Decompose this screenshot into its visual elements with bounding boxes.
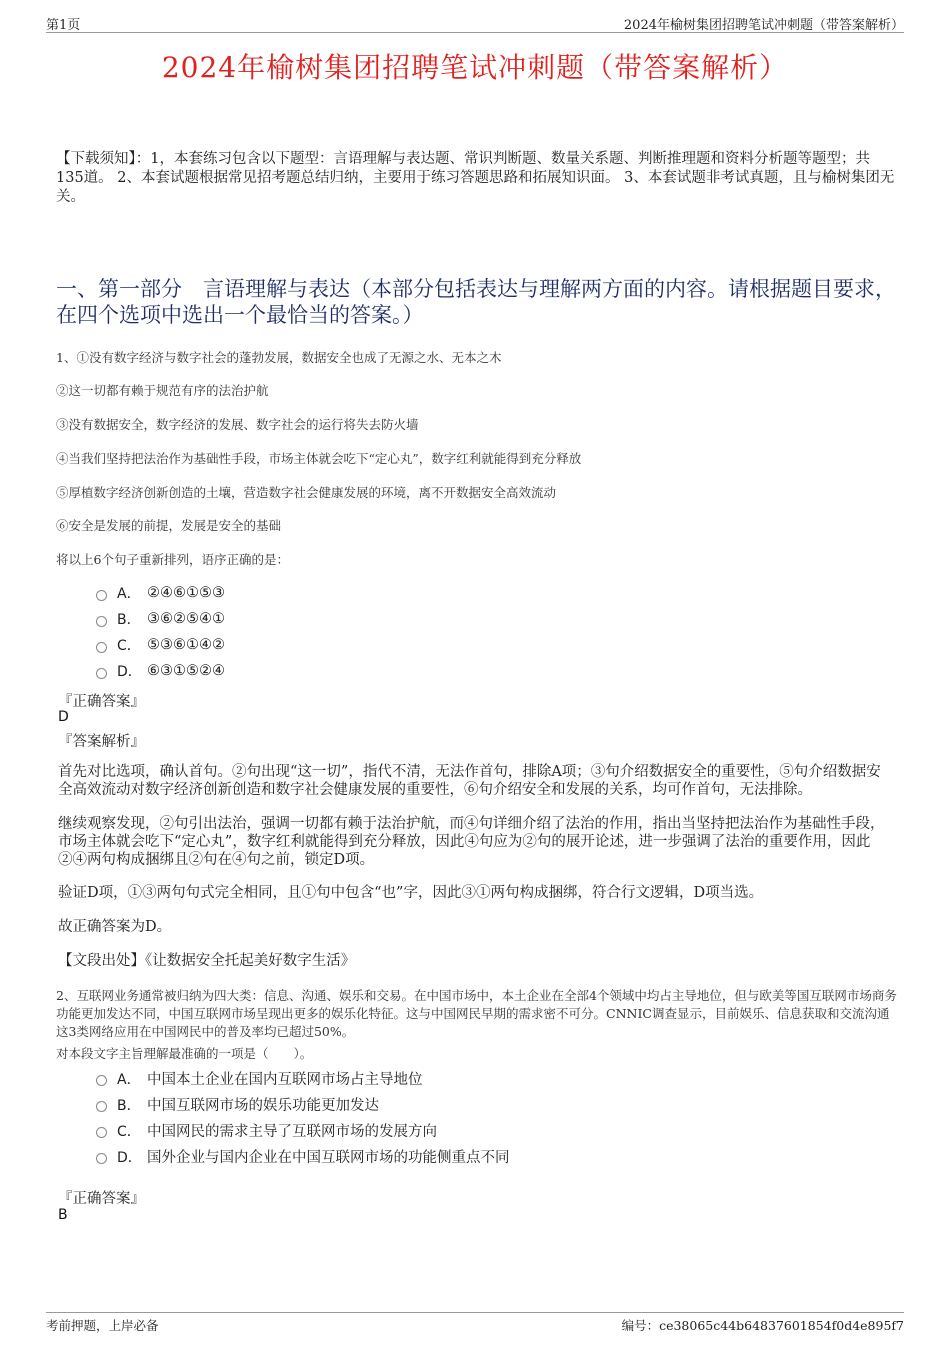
q1-answer: D [58, 709, 69, 725]
q1-analysis-label: 『答案解析』 [58, 734, 145, 750]
option-letter: A． [117, 1071, 141, 1088]
q1-analysis-paragraph: 首先对比选项，确认首句。②句出现“这一切”，指代不清，无法作首句，排除A项；③句介绍数据安全的重要性，⑤句介绍数据安全高效流动对数字经济创新创造和数字社会健康发展的重要性，⑥句介绍安全和发展的关系，均可作首句，无法排除。 [58, 764, 881, 798]
q1-answer-label: 『正确答案』 [58, 694, 145, 710]
header-doc-title: 2024年榆树集团招聘笔试冲刺题（带答案解析） [623, 18, 904, 33]
q1-line: ⑤厚植数字经济创新创造的土壤，营造数字社会健康发展的环境，离不开数据安全高效流动 [56, 485, 557, 500]
q2-prompt: 对本段文字主旨理解最准确的一项是（ ）。 [56, 1046, 313, 1061]
q1-source: 【文段出处】《让数据安全托起美好数字生活》 [58, 953, 356, 969]
option-letter: D． [117, 664, 142, 680]
radio-icon[interactable] [96, 1075, 107, 1086]
q1-option-a[interactable] [96, 583, 225, 603]
q1-option-c[interactable] [96, 635, 225, 655]
option-letter: B． [117, 612, 141, 628]
q2-option-c[interactable] [96, 1120, 437, 1141]
option-text: 中国本土企业在国内互联网市场占主导地位 [147, 1072, 423, 1088]
radio-icon[interactable] [96, 668, 107, 679]
q2-option-b[interactable] [96, 1094, 379, 1115]
q1-analysis-paragraph: 验证D项，①③两句句式完全相同，且①句中包含“也”字，因此③①两句构成捆绑，符合行文逻辑，D项当选。 [58, 885, 764, 901]
option-letter: C． [117, 638, 141, 654]
option-letter: D． [117, 1149, 142, 1166]
option-text: ⑤③⑥①④② [147, 637, 225, 653]
option-letter: C． [117, 1123, 141, 1140]
option-text: ③⑥②⑤④① [147, 611, 225, 627]
q2-stem: 2、互联网业务通常被归纳为四大类：信息、沟通、娱乐和交易。在中国市场中，本土企业在全部4个领域中均占主导地位，但与欧美等国互联网市场商务功能更加发达不同，中国互联网市场呈现出更多的娱乐化特征。这与中国网民早期的需求密不可分。CNNIC调查显示，目前娱乐、信息获取和交流沟通这3类网络应用在中国网民中的普及率均已超过50%。 [56, 988, 897, 1039]
section-heading: 一、第一部分 言语理解与表达（本部分包括表达与理解两方面的内容。请根据题目要求，在四个选项中选出一个最恰当的答案。） [56, 277, 896, 327]
option-text: ⑥③①⑤②④ [147, 663, 225, 679]
q1-analysis-paragraph: 故正确答案为D。 [58, 919, 172, 935]
page-number: 第1页 [46, 18, 81, 33]
document-title: 2024年榆树集团招聘笔试冲刺题（带答案解析） [161, 51, 789, 84]
q1-stem: 1、①没有数字经济与数字社会的蓬勃发展，数据安全也成了无源之水、无本之木 [56, 350, 502, 365]
q1-prompt: 将以上6个句子重新排列，语序正确的是： [56, 552, 289, 567]
option-letter: B． [117, 1097, 141, 1114]
q1-line: ②这一切都有赖于规范有序的法治护航 [56, 383, 269, 398]
radio-icon[interactable] [96, 616, 107, 627]
radio-icon[interactable] [96, 1127, 107, 1138]
q1-line: ③没有数据安全，数字经济的发展、数字社会的运行将失去防火墙 [56, 417, 419, 432]
q1-line: ④当我们坚持把法治作为基础性手段，市场主体就会吃下“定心丸”，数字红利就能得到充分释放 [56, 451, 582, 466]
footer-serial: 编号：ce38065c44b64837601854f0d4e895f7 [621, 1318, 904, 1333]
radio-icon[interactable] [96, 642, 107, 653]
option-text: ②④⑥①⑤③ [147, 585, 225, 601]
radio-icon[interactable] [96, 1153, 107, 1164]
q1-option-d[interactable] [96, 661, 225, 681]
q1-analysis-paragraph: 继续观察发现，②句引出法治，强调一切都有赖于法治护航，而④句详细介绍了法治的作用，指出当坚持把法治作为基础性手段，市场主体就会吃下“定心丸”，数字红利就能得到充分释放，因此④句应为②句的展开论述，进一步强调了法治的重要作用，因此②④两句构成捆绑且②句在④句之前，锁定D项。 [58, 816, 885, 868]
option-text: 中国互联网市场的娱乐功能更加发达 [147, 1098, 379, 1114]
page-footer [46, 1312, 904, 1334]
footer-slogan: 考前押题，上岸必备 [46, 1318, 159, 1333]
page-header [46, 14, 904, 33]
q1-line: ⑥安全是发展的前提，发展是安全的基础 [56, 518, 282, 533]
q2-answer-label: 『正确答案』 [58, 1191, 145, 1207]
q2-option-a[interactable] [96, 1068, 423, 1089]
q2-answer: B [58, 1207, 68, 1223]
option-text: 国外企业与国内企业在中国互联网市场的功能侧重点不同 [147, 1150, 510, 1166]
radio-icon[interactable] [96, 590, 107, 601]
q1-option-b[interactable] [96, 609, 225, 629]
download-notice: 【下载须知】：1，本套练习包含以下题型：言语理解与表达题、常识判断题、数量关系题、判断推理题和资料分析题等题型；共135道。 2、本套试题根据常见招考题总结归纳，主要用于练习答题思路和拓展知识面。 3、本套试题非考试真题，且与榆树集团无关。 [56, 151, 895, 205]
option-text: 中国网民的需求主导了互联网市场的发展方向 [147, 1124, 437, 1140]
q2-option-d[interactable] [96, 1146, 510, 1167]
radio-icon[interactable] [96, 1101, 107, 1112]
option-letter: A． [117, 586, 141, 602]
